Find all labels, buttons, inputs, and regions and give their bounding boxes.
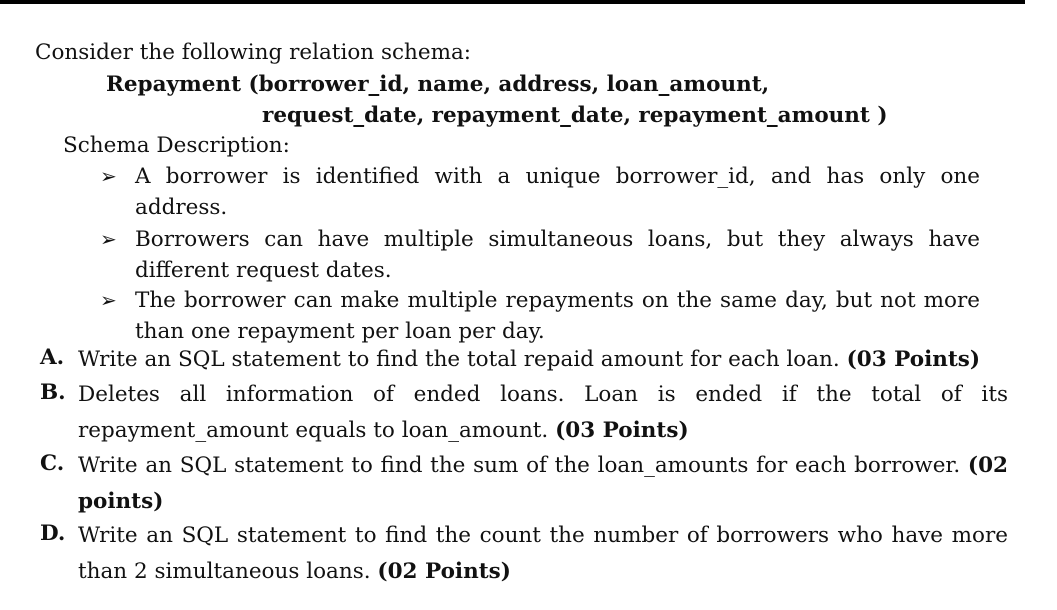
arrow-bullet-icon: ➢ (100, 288, 117, 312)
question-letter: C. (40, 451, 65, 476)
arrow-bullet-icon: ➢ (100, 227, 117, 251)
schema-description-heading: Schema Description: (63, 133, 290, 158)
question-text: Write an SQL statement to find the count the number of borrowers who have more than 2 simultaneous loans. (78, 523, 1008, 584)
intro-text: Consider the following relation schema: (35, 40, 472, 65)
arrow-bullet-icon: ➢ (100, 164, 117, 188)
schema-line-1: Repayment (borrower_id, name, address, loan_amount, (106, 72, 770, 97)
question-letter: B. (40, 380, 66, 405)
question-points: (02 points) (78, 453, 1008, 514)
question-text: Write an SQL statement to find the total repaid amount for each loan. (78, 347, 840, 372)
bullet-text: A borrower is identified with a unique borrower_id, and has only one address. (135, 164, 980, 220)
bullet-text: Borrowers can have multiple simultaneous loans, but they always have different request dates. (135, 227, 980, 283)
question-points: (03 Points) (846, 347, 981, 372)
schema-line-2: request_date, repayment_date, repayment_amount ) (262, 103, 888, 128)
question-text: Deletes all information of ended loans. Loan is ended if the total of its repayment_amount equals to loan_amount. (78, 382, 1008, 443)
question-points: (03 Points) (555, 418, 689, 443)
bullet-text: The borrower can make multiple repayments on the same day, but not more than one repayment per loan per day. (135, 288, 980, 344)
question-points: (02 Points) (377, 559, 511, 584)
question-letter: A. (40, 345, 65, 370)
question-text: Write an SQL statement to find the sum of the loan_amounts for each borrower. (78, 453, 961, 478)
question-letter: D. (40, 521, 66, 546)
